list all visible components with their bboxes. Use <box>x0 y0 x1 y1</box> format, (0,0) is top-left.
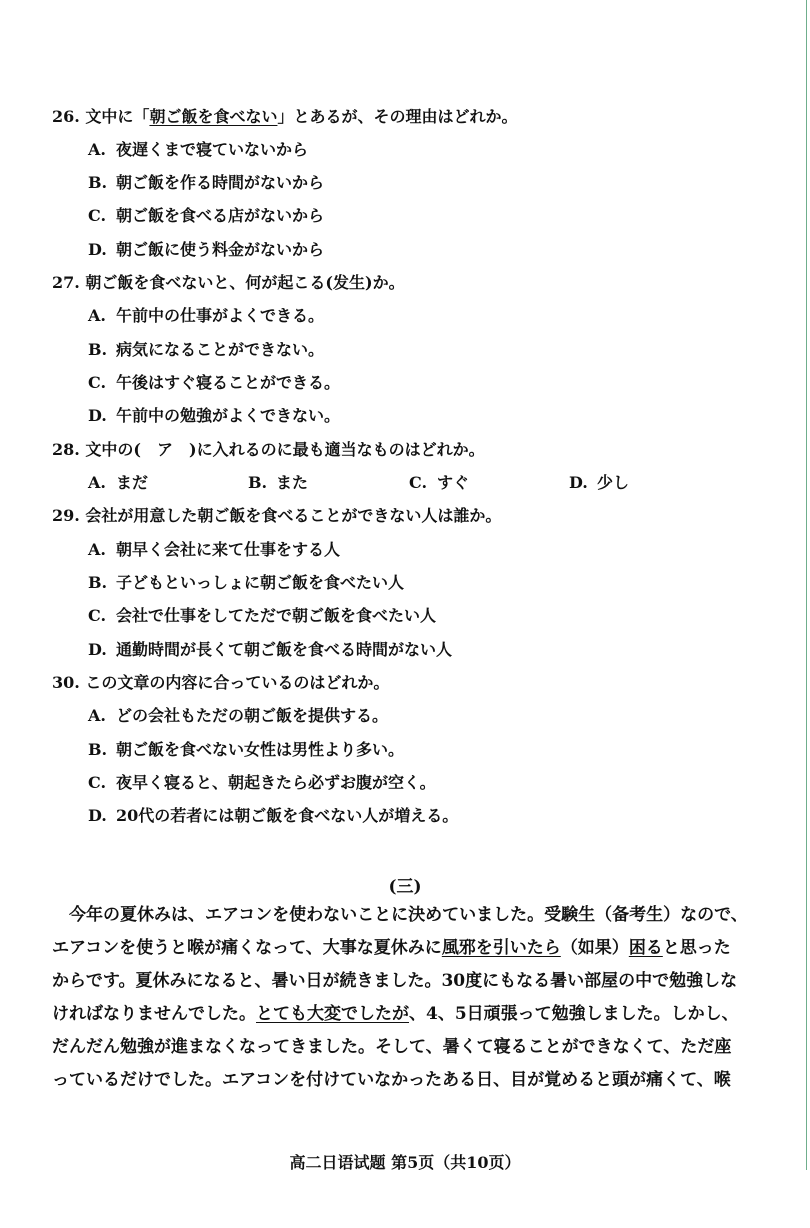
question-stem: 朝ご飯を食べないと、何が起こる(发生)か。 <box>85 273 405 292</box>
option-28-a: A. まだ <box>88 473 149 492</box>
option-29-c: C. 会社で仕事をしてただで朝ご飯を食べたい人 <box>88 606 437 625</box>
passage-line-2: エアコンを使うと喉が痛くなって、大事な夏休みに風邪を引いたら（如果）困ると思った <box>52 938 731 958</box>
page-edge-line <box>806 0 807 1170</box>
option-30-c: C. 夜早く寝ると、朝起きたら必ずお腹が空く。 <box>88 773 436 792</box>
option-28-b: B. また <box>248 473 309 492</box>
option-30-b: B. 朝ご飯を食べない女性は男性より多い。 <box>88 740 405 759</box>
option-26-d: D. 朝ご飯に使う料金がないから <box>88 240 325 259</box>
option-26-c: C. 朝ご飯を食べる店がないから <box>88 206 325 225</box>
question-stem-pre: 文中に「 <box>85 107 150 126</box>
underlined-phrase: 風邪を引いたら <box>441 938 561 958</box>
underlined-phrase: 困る <box>628 938 663 958</box>
question-26 <box>52 107 517 127</box>
question-stem: この文章の内容に合っているのはどれか。 <box>85 673 390 692</box>
passage-line-5: だんだん勉強が進まなくなってきました。そして、暑くて寝ることができなくて、ただ座 <box>52 1037 732 1057</box>
option-27-d: D. 午前中の勉強がよくできない。 <box>88 406 341 425</box>
passage-line-3: からです。夏休みになると、暑い日が続きました。30度にもなる暑い部屋の中で勉強しな <box>52 971 738 991</box>
question-30 <box>52 673 389 693</box>
question-29 <box>52 506 501 526</box>
question-28 <box>52 440 485 460</box>
underlined-phrase: 朝ご飯を食べない <box>149 107 278 126</box>
option-28-c: C. すぐ <box>409 473 470 492</box>
option-29-a: A. 朝早く会社に来て仕事をする人 <box>88 540 341 559</box>
option-27-a: A. 午前中の仕事がよくできる。 <box>88 306 325 325</box>
question-number: 27. <box>52 273 80 292</box>
question-stem: 会社が用意した朝ご飯を食べることができない人は誰か。 <box>85 506 502 525</box>
option-26-b: B. 朝ご飯を作る時間がないから <box>88 173 325 192</box>
option-30-a: A. どの会社もただの朝ご飯を提供する。 <box>88 706 389 725</box>
question-stem: 文中の( ア )に入れるのに最も適当なものはどれか。 <box>85 440 485 459</box>
option-27-c: C. 午後はすぐ寝ることができる。 <box>88 373 341 392</box>
option-29-b: B. 子どもといっしょに朝ご飯を食べたい人 <box>88 573 405 592</box>
option-26-a: A. 夜遅くまで寝ていないから <box>88 140 309 159</box>
option-29-d: D. 通勤時間が長くて朝ご飯を食べる時間がない人 <box>88 640 453 659</box>
question-number: 29. <box>52 506 80 525</box>
question-number: 30. <box>52 673 80 692</box>
passage-line-4: ければなりませんでした。とても大変でしたが、4、5日頑張って勉強しました。しかし、 <box>52 1004 739 1024</box>
section-title: (三) <box>388 877 422 897</box>
option-30-d: D. 20代の若者には朝ご飯を食べない人が増える。 <box>88 806 459 825</box>
page-footer: 高二日语试题 第5页（共10页） <box>289 1153 521 1172</box>
question-number: 28. <box>52 440 80 459</box>
passage-line-6: っているだけでした。エアコンを付けていなかったある日、目が覚めると頭が痛くて、喉 <box>52 1070 731 1090</box>
option-27-b: B. 病気になることができない。 <box>88 340 325 359</box>
underlined-phrase: とても大変でしたが <box>256 1004 409 1024</box>
passage-line-1: 今年の夏休みは、エアコンを使わないことに決めていました。受験生（备考生）なので、 <box>52 905 748 925</box>
question-27 <box>52 273 405 293</box>
option-28-d: D. 少し <box>569 473 630 492</box>
question-number: 26. <box>52 107 80 126</box>
question-stem-post: 」とあるが、その理由はどれか。 <box>277 107 518 126</box>
